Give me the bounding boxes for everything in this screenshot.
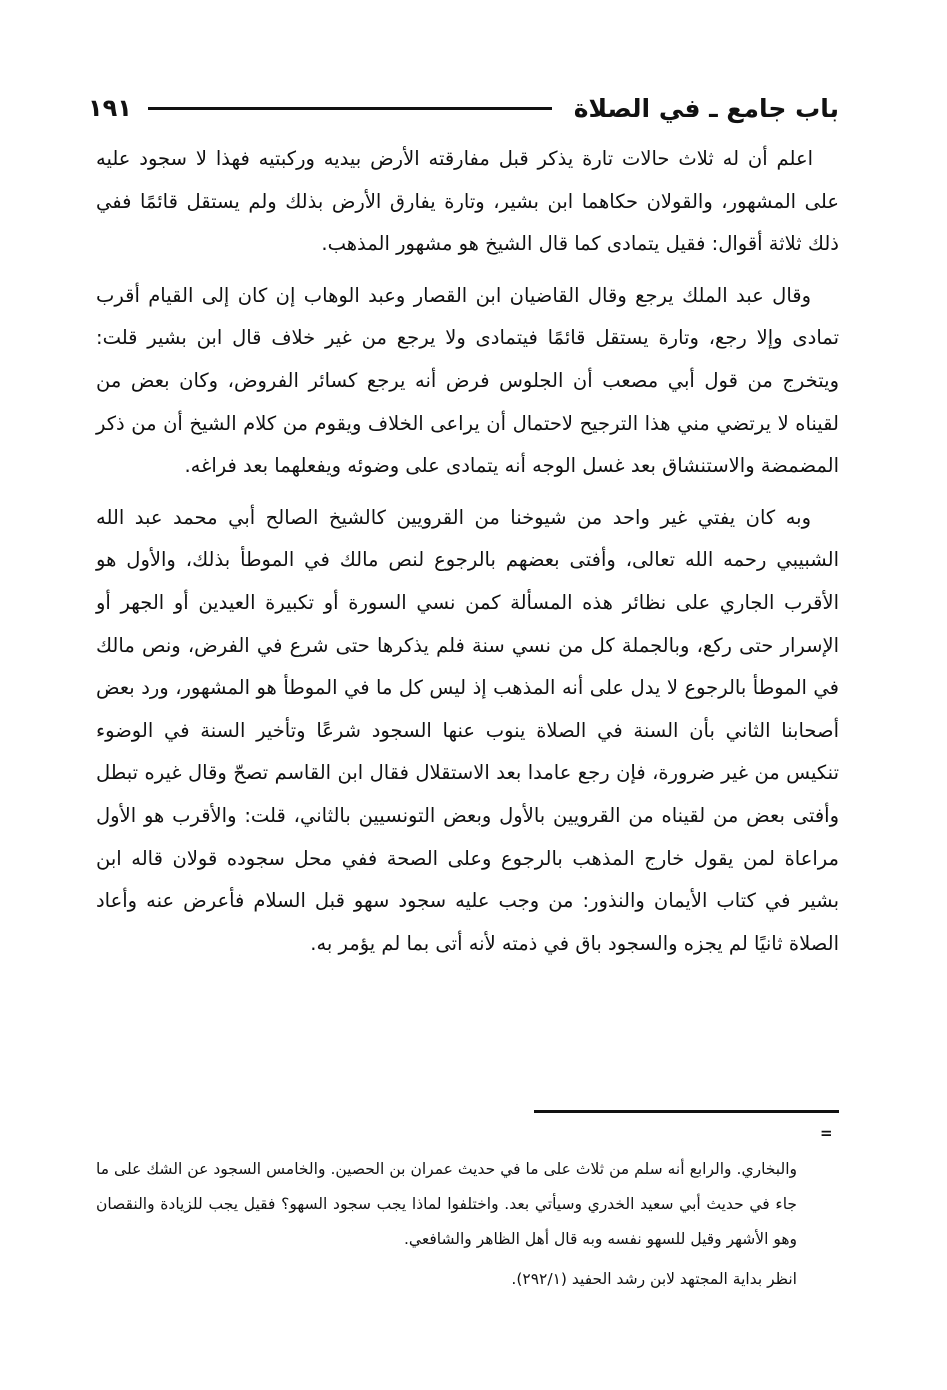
running-header [88, 86, 839, 130]
footnote-text: والبخاري. والرابع أنه سلم من ثلاث على ما في حديث عمران بن الحصين. والخامس السجود عن الشك على ما جاء في حديث أبي سعيد الخدري وسيأتي بعد. واختلفوا لماذا يجب سجود السهو؟ فقيل يجب للزيادة والنقصان وهو الأشهر وقيل للسهو نفسه وبه قال أهل الظاهر والشافعي. [96, 1160, 797, 1248]
page-number: ١٩١ [88, 94, 132, 122]
footnote-reference: انظر بداية المجتهد لابن رشد الحفيد (٢٩٢/١). [511, 1270, 797, 1288]
paragraph-2: وقال عبد الملك يرجع وقال القاضيان ابن القصار وعبد الوهاب إن كان إلى القيام أقرب تمادى وإلا رجع، وتارة يستقل قائمًا فيتمادى ولا يرجع من غير خلاف قال ابن بشير قلت: ويتخرج من قول أبي مصعب أن الجلوس فرض أنه يرجع كسائر الفروض، وكان بعض من لقيناه لا يرتضي مني هذا الترجيح لاحتمال أن يراعى الخلاف ويقوم من كلام الشيخ أن من ذكر المضمضة والاستنشاق بعد غسل الوجه أنه يتمادى على وضوئه ويفعلهما بعد فراغه. [96, 283, 839, 478]
footnote-separator [534, 1110, 839, 1113]
header-rule [148, 107, 552, 110]
footnote-continuation-marker: = [820, 1124, 833, 1142]
footnotes [96, 1152, 797, 1302]
chapter-title: باب جامع ـ في الصلاة [573, 93, 839, 123]
paragraph-3: وبه كان يفتي غير واحد من شيوخنا من القرويين كالشيخ الصالح أبي محمد عبد الله الشبيبي رحمه الله تعالى، وأفتى بعضهم بالرجوع لنص مالك في الموطأ بذلك، والأول هو الأقرب الجاري على نظائر هذه المسألة كمن نسي السورة أو تكبيرة العيدين أو الجهر أو الإسرار حتى ركع، وبالجملة كل من نسي سنة فلم يذكرها حتى شرع في الفرض، ونص مالك في الموطأ بالرجوع لا يدل على أنه المذهب إذ ليس كل ما في الموطأ هو المشهور، ورد بعض أصحابنا الثاني بأن السنة في الصلاة ينوب عنها السجود شرعًا وتأخير السنة في الوضوء تنكيس من غير ضرورة، فإن رجع عامدا بعد الاستقلال فقال ابن القاسم تصحّ وقال غيره تبطل وأفتى بعض من لقيناه من القرويين بالأول وبعض التونسيين بالثاني، قلت: والأقرب هو الأول مراعاة لمن يقول خارج المذهب بالرجوع وعلى الصحة ففي محل سجوده قولان قاله ابن بشير في كتاب الأيمان والنذور: من وجب عليه سجود سهو قبل السلام فأعرض عنه وأعاد الصلاة ثانيًا لم يجزه والسجود باق في ذمته لأنه أتى بما لم يؤمر به. [96, 505, 839, 955]
main-text [96, 138, 839, 974]
paragraph-1: اعلم أن له ثلاث حالات تارة يذكر قبل مفارقته الأرض بيديه وركبتيه فهذا لا سجود عليه على المشهور، والقولان حكاهما ابن بشير، وتارة يفارق الأرض بذلك ولم يستقل قائمًا ففي ذلك ثلاثة أقوال: فقيل يتمادى كما قال الشيخ هو مشهور المذهب. [96, 147, 839, 256]
